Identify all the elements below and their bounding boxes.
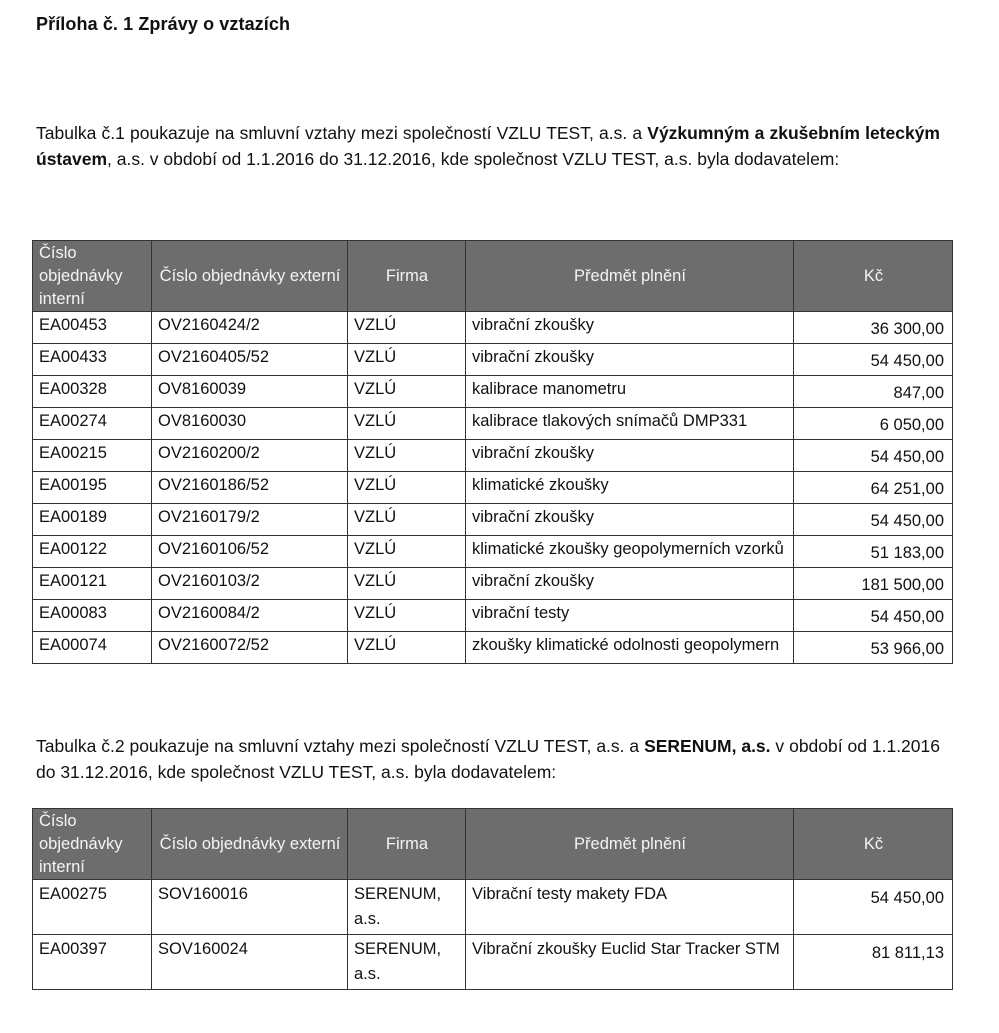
- col-header-subject: Předmět plnění: [466, 241, 794, 312]
- external-order-cell: SOV160024: [152, 935, 348, 990]
- company-cell: VZLÚ: [348, 376, 466, 408]
- para2-text-end: v období od 1.1.2016 do 31.12.2016, kde společnost VZLU TEST, a.s. byla dodavatelem:: [36, 736, 940, 782]
- external-order-cell: OV2160200/2: [152, 440, 348, 472]
- external-order-cell: OV8160030: [152, 408, 348, 440]
- internal-order-cell: EA00274: [33, 408, 152, 440]
- amount-cell: 51 183,00: [794, 536, 953, 568]
- external-order-cell: OV2160424/2: [152, 312, 348, 344]
- table-row: [33, 536, 953, 568]
- subject-cell: kalibrace tlakových snímačů DMP331: [466, 408, 794, 440]
- table-row: [33, 440, 953, 472]
- para1-text-end: , a.s. v období od 1.1.2016 do 31.12.2016, kde společnost VZLU TEST, a.s. byla dodavatelem:: [107, 149, 840, 169]
- internal-order-cell: EA00397: [33, 935, 152, 990]
- col-header-amount: Kč: [794, 809, 953, 880]
- table-row: [33, 376, 953, 408]
- table-row: [33, 344, 953, 376]
- subject-cell: kalibrace manometru: [466, 376, 794, 408]
- amount-cell: 6 050,00: [794, 408, 953, 440]
- para1-company-name: Výzkumným a zkušebním leteckým ústavem: [36, 123, 940, 169]
- page-heading: Příloha č. 1 Zprávy o vztazích: [36, 14, 291, 34]
- external-order-cell: OV2160072/52: [152, 632, 348, 664]
- external-order-cell: SOV160016: [152, 880, 348, 935]
- internal-order-cell: EA00453: [33, 312, 152, 344]
- company-cell: VZLÚ: [348, 536, 466, 568]
- amount-cell: 54 450,00: [794, 440, 953, 472]
- contracts-table-1: [32, 240, 953, 664]
- company-cell: VZLÚ: [348, 472, 466, 504]
- internal-order-cell: EA00121: [33, 568, 152, 600]
- para1-text-start: Tabulka č.1 poukazuje na smluvní vztahy mezi společností VZLU TEST, a.s. a: [36, 123, 648, 143]
- internal-order-cell: EA00074: [33, 632, 152, 664]
- company-cell: SERENUM, a.s.: [348, 935, 466, 990]
- para2-company-name: SERENUM, a.s.: [644, 736, 771, 756]
- amount-cell: 847,00: [794, 376, 953, 408]
- table-row: [33, 568, 953, 600]
- col-header-company: Firma: [348, 809, 466, 880]
- table-row: [33, 935, 953, 990]
- external-order-cell: OV2160186/52: [152, 472, 348, 504]
- external-order-cell: OV2160103/2: [152, 568, 348, 600]
- company-cell: VZLÚ: [348, 568, 466, 600]
- col-header-internal-order: Číslo objednávky interní: [33, 241, 152, 312]
- amount-cell: 53 966,00: [794, 632, 953, 664]
- amount-cell: 54 450,00: [794, 600, 953, 632]
- col-header-external-order: Číslo objednávky externí: [152, 809, 348, 880]
- internal-order-cell: EA00189: [33, 504, 152, 536]
- table-header-row: [33, 241, 953, 312]
- company-cell: VZLÚ: [348, 344, 466, 376]
- table-row: [33, 600, 953, 632]
- company-cell: VZLÚ: [348, 440, 466, 472]
- company-cell: SERENUM, a.s.: [348, 880, 466, 935]
- amount-cell: 181 500,00: [794, 568, 953, 600]
- subject-cell: vibrační zkoušky: [466, 504, 794, 536]
- internal-order-cell: EA00195: [33, 472, 152, 504]
- subject-cell: vibrační zkoušky: [466, 312, 794, 344]
- amount-cell: 54 450,00: [794, 344, 953, 376]
- table-row: [33, 880, 953, 935]
- col-header-internal-order: Číslo objednávky interní: [33, 809, 152, 880]
- internal-order-cell: EA00083: [33, 600, 152, 632]
- company-cell: VZLÚ: [348, 632, 466, 664]
- external-order-cell: OV8160039: [152, 376, 348, 408]
- external-order-cell: OV2160084/2: [152, 600, 348, 632]
- col-header-external-order: Číslo objednávky externí: [152, 241, 348, 312]
- subject-cell: klimatické zkoušky: [466, 472, 794, 504]
- subject-cell: vibrační zkoušky: [466, 440, 794, 472]
- subject-cell: vibrační testy: [466, 600, 794, 632]
- amount-cell: 54 450,00: [794, 504, 953, 536]
- table-row: [33, 504, 953, 536]
- amount-cell: 81 811,13: [794, 935, 953, 990]
- external-order-cell: OV2160405/52: [152, 344, 348, 376]
- internal-order-cell: EA00328: [33, 376, 152, 408]
- internal-order-cell: EA00433: [33, 344, 152, 376]
- subject-cell: klimatické zkoušky geopolymerních vzorků: [466, 536, 794, 568]
- table1-intro-paragraph: [36, 120, 940, 172]
- external-order-cell: OV2160106/52: [152, 536, 348, 568]
- col-header-amount: Kč: [794, 241, 953, 312]
- external-order-cell: OV2160179/2: [152, 504, 348, 536]
- company-cell: VZLÚ: [348, 408, 466, 440]
- col-header-company: Firma: [348, 241, 466, 312]
- table-row: [33, 632, 953, 664]
- amount-cell: 36 300,00: [794, 312, 953, 344]
- company-cell: VZLÚ: [348, 312, 466, 344]
- company-cell: VZLÚ: [348, 600, 466, 632]
- internal-order-cell: EA00122: [33, 536, 152, 568]
- subject-cell: Vibrační testy makety FDA: [466, 880, 794, 935]
- internal-order-cell: EA00215: [33, 440, 152, 472]
- subject-cell: vibrační zkoušky: [466, 344, 794, 376]
- table-header-row: [33, 809, 953, 880]
- amount-cell: 64 251,00: [794, 472, 953, 504]
- table-row: [33, 408, 953, 440]
- company-cell: VZLÚ: [348, 504, 466, 536]
- table2-intro-paragraph: [36, 733, 940, 785]
- col-header-subject: Předmět plnění: [466, 809, 794, 880]
- contracts-table-2: [32, 808, 953, 990]
- amount-cell: 54 450,00: [794, 880, 953, 935]
- para2-text-start: Tabulka č.2 poukazuje na smluvní vztahy mezi společností VZLU TEST, a.s. a: [36, 736, 645, 756]
- subject-cell: zkoušky klimatické odolnosti geopolymern: [466, 632, 794, 664]
- subject-cell: vibrační zkoušky: [466, 568, 794, 600]
- table-row: [33, 472, 953, 504]
- internal-order-cell: EA00275: [33, 880, 152, 935]
- table-row: [33, 312, 953, 344]
- subject-cell: Vibrační zkoušky Euclid Star Tracker STM: [466, 935, 794, 990]
